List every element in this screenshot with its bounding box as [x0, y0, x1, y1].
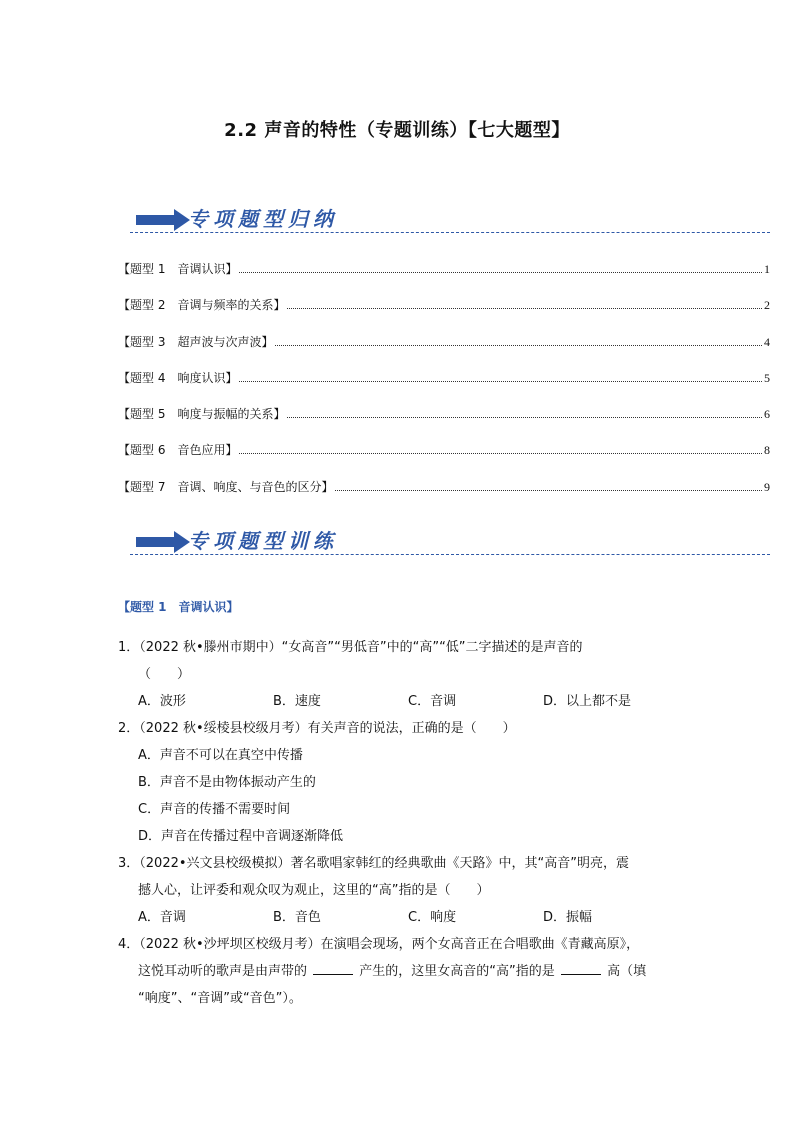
- section-heading: 【题型 1 音调认识】: [118, 600, 239, 614]
- option-c[interactable]: C．声音的传播不需要时间: [138, 802, 291, 817]
- toc-entry[interactable]: [118, 369, 770, 405]
- option-b[interactable]: B．音色: [273, 910, 321, 925]
- question-1-stem-cont: （ ）: [138, 667, 191, 682]
- question-list: [118, 634, 678, 1012]
- option-d[interactable]: D．声音在传播过程中音调逐渐降低: [138, 829, 344, 844]
- toc-entry[interactable]: [118, 333, 770, 369]
- dashed-divider: [130, 232, 770, 233]
- question-4-text-c: 高（填: [607, 964, 647, 979]
- question-4-stem-end: “响度”、“音调”或“音色”）。: [138, 991, 302, 1006]
- option-a[interactable]: A．音调: [138, 910, 186, 925]
- toc-entry[interactable]: [118, 478, 770, 514]
- option-c[interactable]: C．音调: [408, 694, 457, 709]
- question-3-options: [118, 904, 678, 931]
- toc-entry-page: 6: [764, 407, 770, 422]
- toc-leader-dots: [335, 489, 762, 491]
- question-4-text-a: 这悦耳动听的歌声是由声带的: [138, 964, 308, 979]
- option-b[interactable]: B．速度: [273, 694, 321, 709]
- option-b[interactable]: B．声音不是由物体振动产生的: [138, 775, 316, 790]
- right-arrow-icon: [136, 531, 190, 553]
- toc-entry[interactable]: [118, 405, 770, 441]
- right-arrow-icon: [136, 209, 190, 231]
- toc-leader-dots: [287, 416, 762, 418]
- toc-leader-dots: [275, 344, 762, 346]
- toc-entry-page: 9: [764, 479, 770, 494]
- toc-entry-label: 【题型 1 音调认识】: [118, 262, 238, 276]
- toc-leader-dots: [239, 271, 762, 273]
- option-a[interactable]: A．声音不可以在真空中传播: [138, 748, 303, 763]
- option-c[interactable]: C．响度: [408, 910, 457, 925]
- question-1-stem: 1．（2022 秋•滕州市期中）“女高音”“男低音”中的“高”“低”二字描述的是声音的: [118, 640, 583, 655]
- option-d[interactable]: D．振幅: [543, 910, 593, 925]
- toc-leader-dots: [287, 307, 762, 309]
- toc-entry[interactable]: [118, 441, 770, 477]
- question-4-stem-cont: [118, 958, 678, 985]
- question-2-stem: 2．（2022 秋•绥棱县校级月考）有关声音的说法，正确的是（ ）: [118, 721, 516, 736]
- option-a[interactable]: A．波形: [138, 694, 186, 709]
- toc-leader-dots: [239, 380, 762, 382]
- toc-entry-page: 8: [764, 443, 770, 458]
- question-3-stem: 3．（2022•兴文县校级模拟）著名歌唱家韩红的经典歌曲《天路》中，其“高音”明亮，震: [118, 856, 629, 871]
- toc-entry-label: 【题型 4 响度认识】: [118, 370, 238, 385]
- toc-entry-label: 【题型 3 超声波与次声波】: [118, 334, 274, 349]
- toc-entry-label: 【题型 6 音色应用】: [118, 443, 238, 458]
- toc-entry-page: 4: [764, 334, 770, 349]
- section-banner-training: [130, 524, 770, 560]
- toc-entry-page: 5: [764, 370, 770, 385]
- toc-entry-label: 【题型 7 音调、响度、与音色的区分】: [118, 479, 334, 494]
- answer-blank-1[interactable]: [313, 960, 353, 975]
- section-banner-summary: [130, 202, 770, 238]
- question-3-stem-cont: 撼人心，让评委和观众叹为观止，这里的“高”指的是（ ）: [138, 883, 490, 898]
- toc-entry[interactable]: [118, 296, 770, 332]
- answer-blank-2[interactable]: [561, 960, 601, 975]
- toc-leader-dots: [239, 452, 762, 454]
- toc-entry-label: 【题型 5 响度与振幅的关系】: [118, 407, 286, 422]
- option-d[interactable]: D．以上都不是: [543, 694, 632, 709]
- page-title: 2.2 声音的特性（专题训练）【七大题型】: [224, 120, 570, 141]
- toc-entry-page: 2: [764, 298, 770, 313]
- question-1-options: [118, 688, 678, 715]
- question-4-text-b: 产生的，这里女高音的“高”指的是: [359, 964, 555, 979]
- banner-title: 专项题型训练: [188, 529, 338, 553]
- toc-entry[interactable]: [118, 260, 770, 296]
- dashed-divider: [130, 554, 770, 555]
- banner-title: 专项题型归纳: [188, 207, 338, 231]
- toc-entry-label: 【题型 2 音调与频率的关系】: [118, 298, 286, 313]
- question-4-stem: 4．（2022 秋•沙坪坝区校级月考）在演唱会现场，两个女高音正在合唱歌曲《青藏高原》，: [118, 937, 640, 952]
- table-of-contents: [118, 260, 770, 514]
- toc-entry-page: 1: [764, 262, 770, 276]
